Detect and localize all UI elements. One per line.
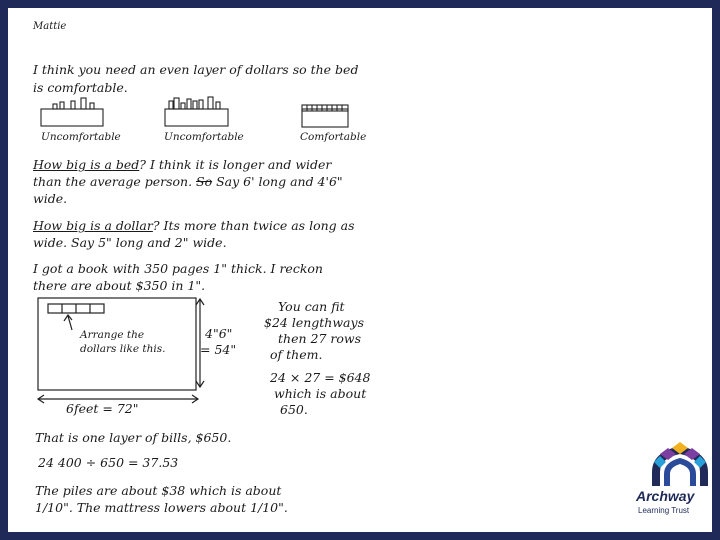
calc-note-line-3: 650. (280, 402, 308, 417)
bed-label-2: Uncomfortable (164, 131, 244, 143)
fit-note-line-4: of them. (270, 347, 323, 362)
conclusion-line-1: The piles are about $38 which is about (35, 483, 282, 498)
height-label-line-2: = 54" (200, 342, 237, 357)
author-name: Mattie (33, 21, 67, 32)
bed-size-heading: How big is a bed (33, 157, 140, 172)
calc-note-line-2: which is about (274, 386, 367, 401)
width-label: 6feet = 72" (66, 401, 139, 416)
height-label-line-1: 4"6" (205, 326, 233, 341)
arrange-note-line-1: Arrange the (80, 329, 145, 341)
conclusion-line-2: 1/10". The mattress lowers about 1/10". (35, 500, 288, 515)
intro-line-2: is comfortable. (33, 80, 128, 95)
calc-note-line-1: 24 × 27 = $648 (270, 370, 371, 385)
dollar-size-line-2: wide. Say 5" long and 2" wide. (33, 235, 227, 250)
bed-size-line-1: How big is a bed? I think it is longer and wider (33, 157, 332, 172)
logo-name: Archway (636, 488, 695, 504)
arrange-note-line-2: dollars like this. (80, 343, 166, 355)
book-line-1: I got a book with 350 pages 1" thick. I reckon (33, 261, 323, 276)
logo-subtitle: Learning Trust (638, 506, 690, 515)
fit-note-line-2: $24 lengthways (264, 315, 364, 330)
crossed-out-word: So (196, 174, 213, 189)
dollar-size-line-1: How big is a dollar? Its more than twice as long as (33, 218, 355, 233)
worksheet-page (8, 8, 712, 532)
bed-label-3: Comfortable (300, 131, 367, 143)
fit-note-line-3: then 27 rows (278, 331, 361, 346)
archway-logo-icon (8, 8, 712, 532)
bed-label-1: Uncomfortable (41, 131, 121, 143)
layer-line: That is one layer of bills, $650. (35, 430, 232, 445)
fit-note-line-1: You can fit (278, 299, 345, 314)
division-line: 24 400 ÷ 650 = 37.53 (38, 455, 179, 470)
bed-size-line-3: wide. (33, 191, 68, 206)
bed-size-line-2: than the average person. So Say 6' long and 4'6" (33, 174, 343, 189)
book-line-2: there are about $350 in 1". (33, 278, 206, 293)
intro-line-1: I think you need an even layer of dollars so the bed (33, 62, 359, 77)
dollar-size-heading: How big is a dollar (33, 218, 153, 233)
